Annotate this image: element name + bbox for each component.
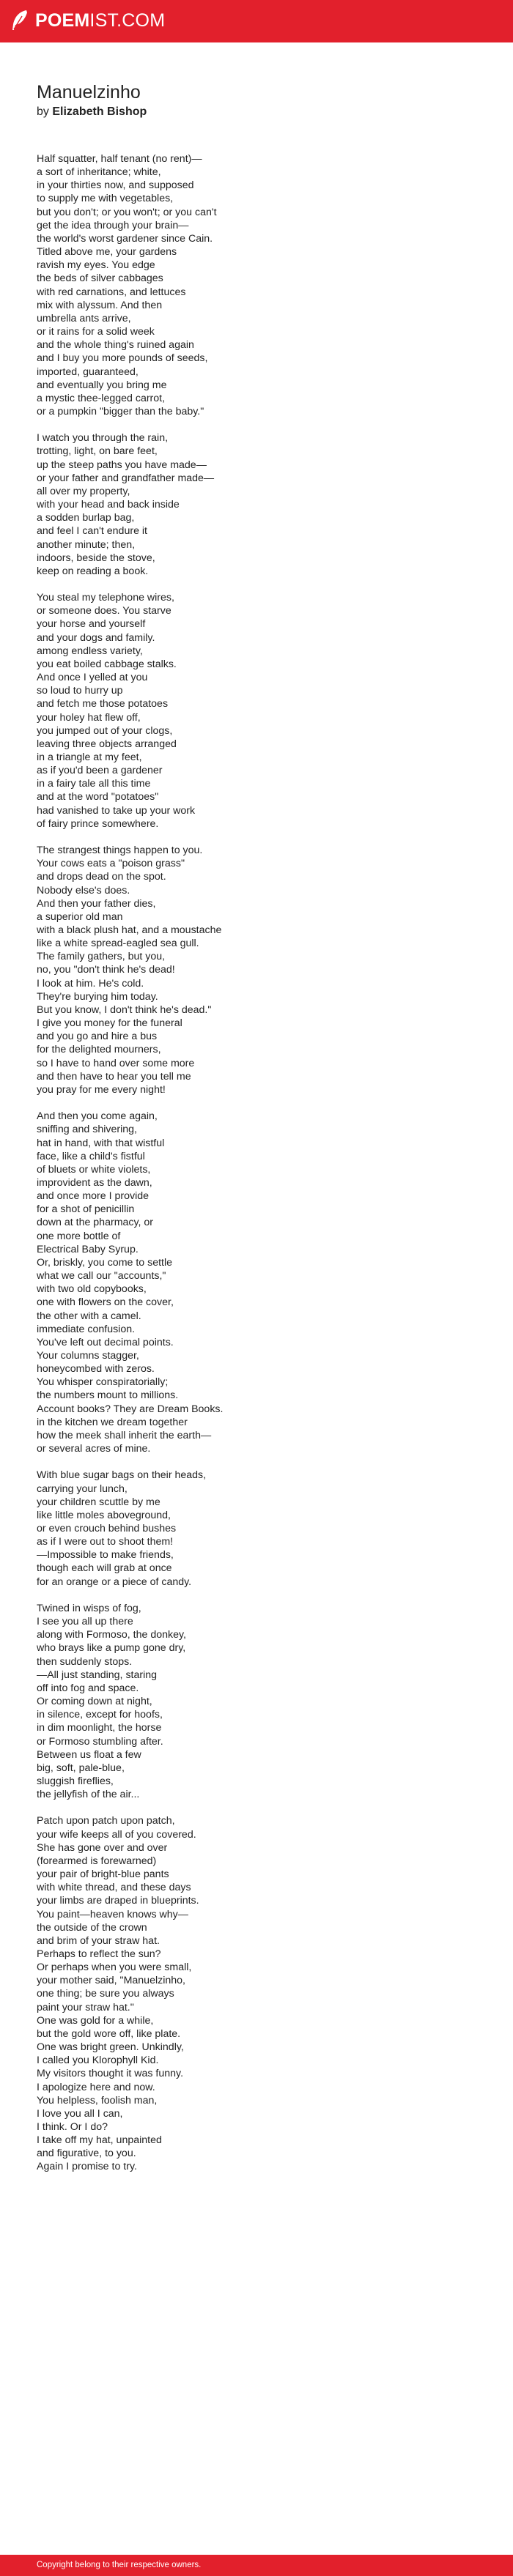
poem-line: among endless variety, xyxy=(37,645,143,657)
poem-line: and at the word "potatoes" xyxy=(37,791,159,803)
poem-line: and I buy you more pounds of seeds, xyxy=(37,352,208,365)
poem-line: and your dogs and family. xyxy=(37,631,155,644)
poem-stanza xyxy=(37,591,476,831)
poem-title: Manuelzinho xyxy=(37,82,141,103)
site-header xyxy=(0,0,513,42)
poem-line: another minute; then, xyxy=(37,538,136,551)
poem-line: I think. Or I do? xyxy=(37,2121,108,2134)
poem-line: and brim of your straw hat. xyxy=(37,1934,160,1947)
poem-line: to supply me with vegetables, xyxy=(37,193,174,205)
logo-text-light: IST.COM xyxy=(89,10,166,31)
poem-line: indoors, beside the stove, xyxy=(37,552,155,564)
poem-line: your pair of bright-blue pants xyxy=(37,1868,169,1881)
poem-line: leaving three objects arranged xyxy=(37,738,177,750)
poem-line: You steal my telephone wires, xyxy=(37,592,174,604)
poem-line: You whisper conspiratorially; xyxy=(37,1376,169,1389)
poem-stanza xyxy=(37,1469,476,1588)
poem-line: and then have to hear you tell me xyxy=(37,1070,191,1083)
poem-line: your mother said, "Manuelzinho, xyxy=(37,1975,185,1987)
poem-line: I see you all up there xyxy=(37,1616,133,1628)
poem-line: With blue sugar bags on their heads, xyxy=(37,1469,207,1482)
poem-line: the beds of silver cabbages xyxy=(37,272,163,285)
poem-line: so loud to hurry up xyxy=(37,685,123,697)
poem-line: and once more I provide xyxy=(37,1190,150,1203)
poem-line: But you know, I don't think he's dead." xyxy=(37,1003,212,1016)
poem-line: or even crouch behind bushes xyxy=(37,1523,177,1535)
poem-line: trotting, light, on bare feet, xyxy=(37,445,158,458)
poem-line: You helpless, foolish man, xyxy=(37,2094,158,2107)
poem-line: The family gathers, but you, xyxy=(37,951,166,963)
logo-text-bold: POEM xyxy=(35,10,90,31)
poem-line: One was bright green. Unkindly, xyxy=(37,2041,184,2054)
poem-line: you jumped out of your clogs, xyxy=(37,724,173,737)
poem-stanza xyxy=(37,1110,476,1455)
poem-line: and figurative, to you. xyxy=(37,2148,136,2160)
poem-line: for an orange or a piece of candy. xyxy=(37,1575,192,1588)
poem-line: like a white spread-eagled sea gull. xyxy=(37,938,199,950)
poem-line: (forearmed is forewarned) xyxy=(37,1855,157,1867)
poem-line: the world's worst gardener since Cain. xyxy=(37,232,213,245)
poem-line: no, you "don't think he's dead! xyxy=(37,964,175,976)
poem-line: or it rains for a solid week xyxy=(37,326,155,338)
poem-line: of bluets or white violets, xyxy=(37,1163,151,1176)
poem-line: how the meek shall inherit the earth— xyxy=(37,1429,212,1441)
poem-line: Account books? They are Dream Books. xyxy=(37,1403,224,1415)
poem-line: and eventually you bring me xyxy=(37,379,167,391)
poem-line: The strangest things happen to you. xyxy=(37,845,203,857)
poem-line: Your cows eats a "poison grass" xyxy=(37,858,185,870)
poem-line: of fairy prince somewhere. xyxy=(37,817,159,830)
poem-line: and drops dead on the spot. xyxy=(37,871,166,883)
poem-content xyxy=(37,81,476,2187)
poem-line: down at the pharmacy, or xyxy=(37,1217,154,1229)
site-logo-text xyxy=(35,9,165,32)
poem-line: you pray for me every night! xyxy=(37,1083,166,1096)
poem-line: One was gold for a while, xyxy=(37,2014,154,2027)
poem-line: with a black plush hat, and a moustache xyxy=(37,924,222,937)
poem-line: in a fairy tale all this time xyxy=(37,778,151,790)
poem-line: ravish my eyes. You edge xyxy=(37,259,155,272)
poem-line: or a pumpkin "bigger than the baby." xyxy=(37,405,204,417)
poem-line: My visitors thought it was funny. xyxy=(37,2068,184,2080)
by-label: by xyxy=(37,105,49,118)
footer-copyright: Copyright belong to their respective owners. xyxy=(37,2561,202,2569)
poem-author: Elizabeth Bishop xyxy=(52,105,147,118)
poem-line: They're burying him today. xyxy=(37,990,158,1003)
poem-line: as if I were out to shoot them! xyxy=(37,1536,174,1548)
poem-line: And once I yelled at you xyxy=(37,672,148,684)
poem-line: keep on reading a book. xyxy=(37,565,149,577)
poem-stanza xyxy=(37,152,476,418)
poem-line: Or coming down at night, xyxy=(37,1696,152,1708)
poem-line: and fetch me those potatoes xyxy=(37,698,169,710)
poem-line: the outside of the crown xyxy=(37,1921,147,1934)
poem-byline xyxy=(37,104,476,120)
poem-line: with your head and back inside xyxy=(37,499,180,511)
site-logo[interactable] xyxy=(10,9,165,32)
poem-line: improvident as the dawn, xyxy=(37,1176,152,1189)
poem-line: Between us float a few xyxy=(37,1748,141,1761)
poem-line: I watch you through the rain, xyxy=(37,432,169,445)
poem-line: I look at him. He's cold. xyxy=(37,977,144,990)
poem-line: She has gone over and over xyxy=(37,1841,168,1854)
poem-line: mix with alyssum. And then xyxy=(37,299,163,311)
poem-line: but you don't; or you won't; or you can't xyxy=(37,206,217,218)
poem-line: face, like a child's fistful xyxy=(37,1150,145,1162)
poem-line: like little moles aboveground, xyxy=(37,1509,171,1521)
poem-line: and the whole thing's ruined again xyxy=(37,339,194,352)
poem-line: And then you come again, xyxy=(37,1110,158,1123)
site-footer xyxy=(0,2555,513,2576)
poem-line: and feel I can't endure it xyxy=(37,525,147,538)
poem-line: Half squatter, half tenant (no rent)— xyxy=(37,153,202,165)
poem-line: one with flowers on the cover, xyxy=(37,1296,174,1309)
poem-line: I apologize here and now. xyxy=(37,2081,155,2093)
poem-line: your children scuttle by me xyxy=(37,1496,160,1508)
poem-line: sluggish fireflies, xyxy=(37,1775,114,1787)
poem-line: a mystic thee-legged carrot, xyxy=(37,392,166,404)
poem-line: Perhaps to reflect the sun? xyxy=(37,1948,161,1960)
poem-line: big, soft, pale-blue, xyxy=(37,1762,125,1774)
poem-line: and you go and hire a bus xyxy=(37,1031,158,1043)
poem-line: your limbs are draped in blueprints. xyxy=(37,1895,199,1907)
poem-line: your horse and yourself xyxy=(37,618,146,631)
poem-line: or your father and grandfather made— xyxy=(37,472,215,484)
poem-line: get the idea through your brain— xyxy=(37,219,189,231)
poem-line: as if you'd been a gardener xyxy=(37,765,163,777)
poem-line: all over my property, xyxy=(37,485,130,497)
poem-line: honeycombed with zeros. xyxy=(37,1363,155,1376)
poem-line: And then your father dies, xyxy=(37,897,156,910)
poem-line: a sodden burlap bag, xyxy=(37,512,135,524)
poem-line: carrying your lunch, xyxy=(37,1482,128,1495)
poem-line: in your thirties now, and supposed xyxy=(37,179,194,192)
poem-line: though each will grab at once xyxy=(37,1562,172,1575)
poem-line: the jellyfish of the air... xyxy=(37,1789,140,1801)
poem-line: the other with a camel. xyxy=(37,1310,141,1322)
poem-line: in a triangle at my feet, xyxy=(37,751,142,763)
poem-line: up the steep paths you have made— xyxy=(37,459,207,471)
poem-line: Again I promise to try. xyxy=(37,2161,137,2173)
poem-line: your holey hat flew off, xyxy=(37,711,141,724)
poem-line: then suddenly stops. xyxy=(37,1655,133,1668)
poem-line: hat in hand, with that wistful xyxy=(37,1137,165,1149)
poem-line: for the delighted mourners, xyxy=(37,1044,161,1056)
quill-feather-icon xyxy=(10,10,29,31)
poem-line: I take off my hat, unpainted xyxy=(37,2134,162,2147)
poem-line: Electrical Baby Syrup. xyxy=(37,1243,139,1255)
poem-line: but the gold wore off, like plate. xyxy=(37,2027,181,2040)
poem-line: You paint—heaven knows why— xyxy=(37,1908,188,1920)
poem-line: imported, guaranteed, xyxy=(37,365,139,378)
poem-line: with red carnations, and lettuces xyxy=(37,286,186,298)
poem-line: sniffing and shivering, xyxy=(37,1124,137,1136)
poem-stanza xyxy=(37,1814,476,2173)
poem-line: a superior old man xyxy=(37,910,123,923)
poem-line: for a shot of penicillin xyxy=(37,1203,135,1216)
poem-line: Twined in wisps of fog, xyxy=(37,1602,141,1614)
poem-line: Or, briskly, you come to settle xyxy=(37,1256,173,1269)
poem-line: or Formoso stumbling after. xyxy=(37,1735,163,1748)
poem-body xyxy=(37,152,476,2174)
poem-line: umbrella ants arrive, xyxy=(37,312,131,324)
poem-line: in dim moonlight, the horse xyxy=(37,1722,162,1734)
poem-line: Titled above me, your gardens xyxy=(37,246,177,259)
poem-stanza xyxy=(37,1602,476,1801)
poem-line: had vanished to take up your work xyxy=(37,804,196,817)
poem-line: the numbers mount to millions. xyxy=(37,1389,179,1402)
poem-stanza xyxy=(37,431,476,578)
poem-line: with two old copybooks, xyxy=(37,1283,147,1296)
poem-line: Patch upon patch upon patch, xyxy=(37,1815,175,1827)
poem-line: what we call our "accounts," xyxy=(37,1270,166,1283)
poem-line: I give you money for the funeral xyxy=(37,1017,182,1030)
poem-line: or several acres of mine. xyxy=(37,1443,151,1455)
poem-line: so I have to hand over some more xyxy=(37,1057,195,1069)
poem-line: in the kitchen we dream together xyxy=(37,1416,188,1428)
poem-line: with white thread, and these days xyxy=(37,1882,191,1894)
poem-line: off into fog and space. xyxy=(37,1682,139,1694)
poem-line: Or perhaps when you were small, xyxy=(37,1961,192,1974)
poem-line: one thing; be sure you always xyxy=(37,1988,174,2000)
poem-line: I love you all I can, xyxy=(37,2107,123,2120)
poem-line: a sort of inheritance; white, xyxy=(37,166,161,179)
poem-line: along with Formoso, the donkey, xyxy=(37,1629,186,1641)
poem-line: or someone does. You starve xyxy=(37,605,171,617)
poem-line: paint your straw hat." xyxy=(37,2001,134,2013)
poem-line: —Impossible to make friends, xyxy=(37,1549,174,1562)
poem-line: immediate confusion. xyxy=(37,1323,136,1335)
poem-line: You've left out decimal points. xyxy=(37,1336,174,1348)
poem-line: I called you Klorophyll Kid. xyxy=(37,2055,159,2067)
poem-line: Your columns stagger, xyxy=(37,1350,139,1362)
poem-line: in silence, except for hoofs, xyxy=(37,1709,163,1721)
poem-line: —All just standing, staring xyxy=(37,1669,158,1681)
poem-line: who brays like a pump gone dry, xyxy=(37,1642,186,1655)
poem-line: one more bottle of xyxy=(37,1230,121,1242)
poem-line: Nobody else's does. xyxy=(37,884,130,897)
poem-line: your wife keeps all of you covered. xyxy=(37,1828,196,1841)
poem-line: you eat boiled cabbage stalks. xyxy=(37,658,177,670)
poem-stanza xyxy=(37,844,476,1096)
